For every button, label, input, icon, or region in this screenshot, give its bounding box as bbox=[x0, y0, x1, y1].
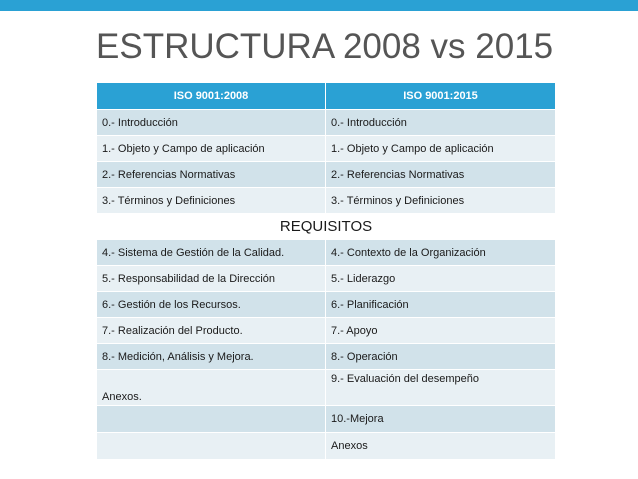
table-header-row bbox=[97, 83, 556, 110]
cell-2008-empty bbox=[97, 406, 326, 433]
top-accent-bar bbox=[0, 0, 638, 11]
table-row bbox=[97, 162, 556, 188]
table-row bbox=[97, 266, 556, 292]
table-row bbox=[97, 188, 556, 214]
table-row bbox=[97, 318, 556, 344]
cell-2015: 10.-Mejora bbox=[326, 406, 556, 433]
cell-2015: 7.- Apoyo bbox=[326, 318, 556, 344]
cell-2015: 8.- Operación bbox=[326, 344, 556, 370]
cell-2008: 0.- Introducción bbox=[97, 110, 326, 136]
cell-2015: Anexos bbox=[326, 433, 556, 460]
cell-2008: 3.- Términos y Definiciones bbox=[97, 188, 326, 214]
cell-2008: 6.- Gestión de los Recursos. bbox=[97, 292, 326, 318]
cell-2008: 8.- Medición, Análisis y Mejora. bbox=[97, 344, 326, 370]
table-row bbox=[97, 433, 556, 460]
cell-2015: 4.- Contexto de la Organización bbox=[326, 240, 556, 266]
cell-2008-empty bbox=[97, 433, 326, 460]
section-row bbox=[97, 214, 556, 240]
cell-2015: 6.- Planificación bbox=[326, 292, 556, 318]
cell-2015: 0.- Introducción bbox=[326, 110, 556, 136]
table-row bbox=[97, 136, 556, 162]
comparison-table bbox=[96, 82, 556, 460]
cell-2008-annex: Anexos. bbox=[97, 370, 326, 406]
table-row bbox=[97, 292, 556, 318]
cell-2008: 7.- Realización del Producto. bbox=[97, 318, 326, 344]
cell-2008: 1.- Objeto y Campo de aplicación bbox=[97, 136, 326, 162]
table-row bbox=[97, 240, 556, 266]
table-row bbox=[97, 110, 556, 136]
header-iso-2015: ISO 9001:2015 bbox=[326, 83, 556, 110]
cell-2008: 4.- Sistema de Gestión de la Calidad. bbox=[97, 240, 326, 266]
cell-2015: 5.- Liderazgo bbox=[326, 266, 556, 292]
header-iso-2008: ISO 9001:2008 bbox=[97, 83, 326, 110]
table-row bbox=[97, 370, 556, 406]
cell-2008: 2.- Referencias Normativas bbox=[97, 162, 326, 188]
table-row bbox=[97, 406, 556, 433]
cell-2015: 2.- Referencias Normativas bbox=[326, 162, 556, 188]
section-label-requisitos: REQUISITOS bbox=[97, 214, 556, 240]
cell-2015: 1.- Objeto y Campo de aplicación bbox=[326, 136, 556, 162]
comparison-table-container bbox=[96, 82, 555, 460]
table-row bbox=[97, 344, 556, 370]
cell-2015: 3.- Términos y Definiciones bbox=[326, 188, 556, 214]
cell-2015: 9.- Evaluación del desempeño bbox=[326, 370, 556, 406]
slide-title: ESTRUCTURA 2008 vs 2015 bbox=[96, 27, 554, 66]
cell-2008: 5.- Responsabilidad de la Dirección bbox=[97, 266, 326, 292]
